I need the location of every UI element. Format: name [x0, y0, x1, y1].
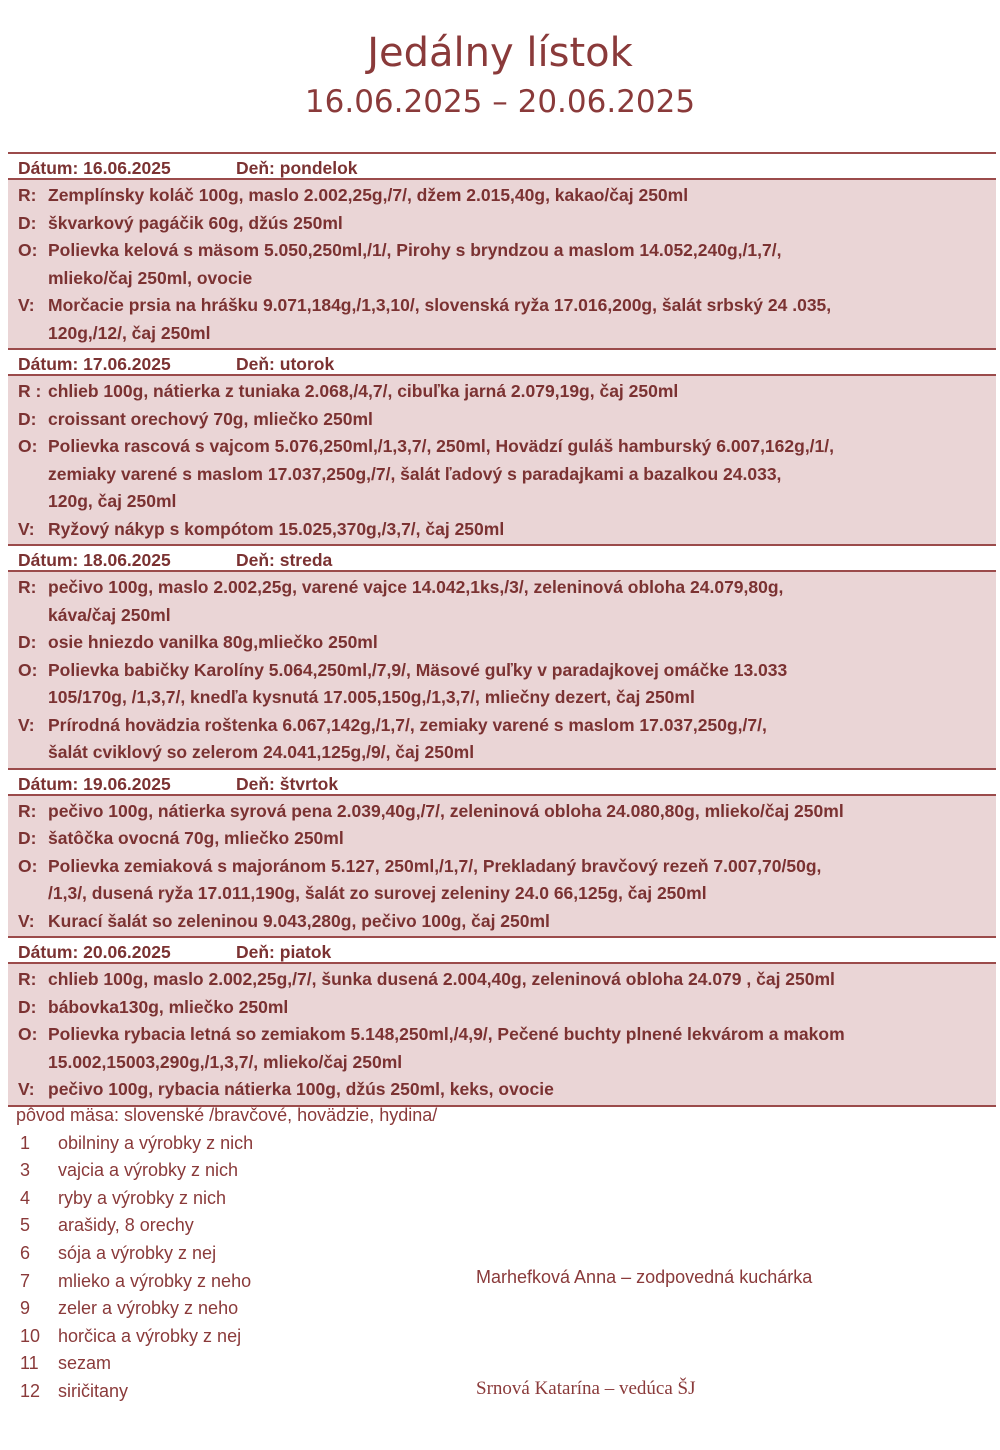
meal-row [8, 182, 996, 210]
meal-row [8, 966, 996, 994]
page-title: Jedálny lístok [367, 30, 633, 76]
day-date: Dátum: 20.06.2025 [18, 942, 171, 962]
allergen-number: 12 [20, 1380, 41, 1401]
meal-text: pečivo 100g, nátierka syrová pena 2.039,40g,/7/, zeleninová obloha 24.080,80g, mlieko/čaj 250ml [48, 800, 844, 821]
meal-code: O: [18, 659, 38, 680]
day-name: Deň: piatok [236, 942, 332, 962]
day-date: Dátum: 16.06.2025 [18, 158, 171, 178]
allergen-text: obilniny a výrobky z nich [58, 1132, 254, 1153]
allergen-number: 1 [20, 1132, 31, 1153]
meal-code: O: [18, 855, 38, 876]
allergen-number: 4 [20, 1187, 31, 1208]
allergen-text: sezam [58, 1353, 112, 1374]
day-date: Dátum: 18.06.2025 [18, 550, 171, 570]
meal-code: R: [18, 800, 37, 821]
cook-signature: Marhefková Anna – zodpovedná kuchárka [476, 1267, 813, 1287]
day-meals [8, 796, 996, 937]
allergen-number: 11 [20, 1353, 39, 1374]
meal-row [8, 1021, 996, 1076]
meal-code: V: [18, 518, 35, 539]
meal-code: R : [18, 381, 42, 401]
meal-code: D: [18, 996, 37, 1017]
meal-row [8, 657, 996, 712]
meal-text: pečivo 100g, rybacia nátierka 100g, džús 250ml, keks, ovocie [48, 1079, 554, 1099]
meal-row [8, 1076, 996, 1104]
meal-text: Kurací šalát so zeleninou 9.043,280g, pečivo 100g, čaj 250ml [48, 910, 550, 931]
meal-text: bábovka130g, mliečko 250ml [48, 996, 289, 1017]
allergen-text: horčica a výrobky z nej [58, 1325, 242, 1346]
day-name: Deň: utorok [236, 354, 335, 374]
allergen-text: zeler a výrobky z neho [58, 1298, 239, 1319]
meal-text: osie hniezdo vanilka 80g,mliečko 250ml [48, 632, 378, 652]
allergen-number: 3 [20, 1160, 31, 1181]
meat-origin: pôvod mäsa: slovenské /bravčové, hovädzie, hydina/ [16, 1105, 438, 1125]
meal-code: R: [18, 577, 37, 597]
meal-row [8, 292, 996, 347]
allergen-item [18, 1350, 978, 1378]
day-name: Deň: streda [236, 550, 333, 570]
meal-text: Ryžový nákyp s kompótom 15.025,370g,/3,7/, čaj 250ml [48, 518, 505, 539]
allergen-text: mlieko a výrobky z neho [58, 1270, 252, 1291]
meal-code: V: [18, 714, 35, 735]
meal-text: Polievka babičky Karolíny 5.064,250ml,/7,9/, Mäsové guľky v paradajkovej omáčke 13.033 105/170g, /1,3,7/, knedľa kysnutá 17.005,150g,/1,3,7/, mliečny dezert, čaj 250ml [48, 659, 788, 707]
meal-text: chlieb 100g, maslo 2.002,25g,/7/, šunka dusená 2.004,40g, zeleninová obloha 24.079 , čaj 250ml [48, 969, 835, 989]
allergen-item [18, 1295, 978, 1323]
meal-row [8, 712, 996, 767]
allergen-item [18, 1185, 978, 1213]
meal-code: V: [18, 910, 35, 931]
day-meals [8, 180, 996, 348]
meal-row [8, 629, 996, 657]
allergen-item [18, 1130, 978, 1158]
day-meals [8, 964, 996, 1105]
meal-text: Polievka kelová s mäsom 5.050,250ml,/1/, Pirohy s bryndzou a maslom 14.052,240g,/1,7/, mlieko/čaj 250ml, ovocie [48, 240, 782, 288]
meal-text: pečivo 100g, maslo 2.002,25g, varené vajce 14.042,1ks,/3/, zeleninová obloha 24.079,80g, káva/čaj 250ml [48, 577, 784, 625]
meal-row [8, 574, 996, 629]
meal-text: croissant orechový 70g, mliečko 250ml [48, 408, 373, 429]
meal-code: V: [18, 295, 35, 315]
allergen-item [18, 1157, 978, 1185]
meal-code: O: [18, 436, 38, 456]
day-header [8, 768, 996, 796]
day-name: Deň: pondelok [236, 158, 358, 178]
meal-row [8, 994, 996, 1022]
day-meals [8, 376, 996, 544]
meal-code: V: [18, 1079, 35, 1099]
meal-code: D: [18, 212, 37, 233]
day-header [8, 936, 996, 964]
day-name: Deň: štvrtok [236, 773, 339, 794]
meal-row [8, 406, 996, 434]
allergen-number: 10 [20, 1325, 41, 1346]
meal-row [8, 853, 996, 908]
day-header [8, 152, 996, 180]
allergen-text: sója a výrobky z nej [58, 1242, 217, 1263]
allergen-text: ryby a výrobky z nich [58, 1187, 227, 1208]
allergen-item [18, 1212, 978, 1240]
day-header [8, 348, 996, 376]
allergen-text: arašidy, 8 orechy [58, 1215, 194, 1236]
meal-row [8, 798, 996, 826]
allergen-number: 7 [20, 1270, 31, 1291]
meal-text: Polievka zemiaková s majoránom 5.127, 250ml,/1,7/, Prekladaný bravčový rezeň 7.007,70/50g, /1,3/, dusená ryža 17.011,190g, šalát zo surovej zeleniny 24.0 66,125g, čaj 250ml [48, 855, 822, 903]
meal-row [8, 210, 996, 238]
meal-code: D: [18, 408, 37, 429]
allergen-number: 6 [20, 1242, 31, 1263]
allergen-item [18, 1240, 978, 1268]
allergen-text: siričitany [58, 1380, 129, 1401]
meal-text: Prírodná hovädzia roštenka 6.067,142g,/1,7/, zemiaky varené s maslom 17.037,250g,/7/, šalát cviklový so zelerom 24.041,125g,/9/, čaj 250ml [48, 714, 767, 762]
meal-text: šatôčka ovocná 70g, mliečko 250ml [48, 828, 344, 848]
meal-code: R: [18, 969, 37, 989]
meal-code: R: [18, 185, 37, 205]
meal-row [8, 237, 996, 292]
meal-row [8, 433, 996, 516]
footer [18, 1102, 978, 1406]
allergen-text: vajcia a výrobky z nich [58, 1160, 239, 1181]
meal-text: Polievka rascová s vajcom 5.076,250ml,/1,3,7/, 250ml, Hovädzí guláš hamburský 6.007,162g,/1/, zemiaky varené s maslom 17.037,250g,/7/, šalát ľadový s paradajkami a bazalkou 24.033, 120g, čaj 250ml [48, 436, 835, 511]
day-meals [8, 572, 996, 768]
weekly-menu [8, 152, 996, 1107]
day-date: Dátum: 19.06.2025 [18, 773, 171, 794]
meal-code: D: [18, 828, 37, 848]
allergen-number: 5 [20, 1215, 31, 1236]
meal-row [8, 516, 996, 544]
day-header [8, 544, 996, 572]
meal-code: D: [18, 632, 37, 652]
manager-signature: Srnová Katarína – vedúca ŠJ [476, 1378, 696, 1399]
meal-text: Zemplínsky koláč 100g, maslo 2.002,25g,/7/, džem 2.015,40g, kakao/čaj 250ml [48, 185, 689, 205]
meal-row [8, 825, 996, 853]
meal-text: škvarkový pagáčik 60g, džús 250ml [48, 212, 343, 233]
meal-text: Morčacie prsia na hrášku 9.071,184g,/1,3,10/, slovenská ryža 17.016,200g, šalát srbský 24 .035, 120g,/12/, čaj 250ml [48, 295, 832, 343]
menu-period: 16.06.2025 – 20.06.2025 [304, 84, 696, 120]
meal-text: Polievka rybacia letná so zemiakom 5.148,250ml,/4,9/, Pečené buchty plnené lekvárom a makom 15.002,15003,290g,/1,3,7/, mlieko/čaj 250ml [48, 1024, 845, 1072]
meal-row [8, 908, 996, 936]
allergen-item [18, 1323, 978, 1351]
day-date: Dátum: 17.06.2025 [18, 354, 171, 374]
meal-text: chlieb 100g, nátierka z tuniaka 2.068,/4,7/, cibuľka jarná 2.079,19g, čaj 250ml [48, 381, 679, 401]
meal-code: O: [18, 1024, 38, 1044]
meal-code: O: [18, 240, 38, 260]
allergen-number: 9 [20, 1298, 31, 1319]
meal-row [8, 378, 996, 406]
